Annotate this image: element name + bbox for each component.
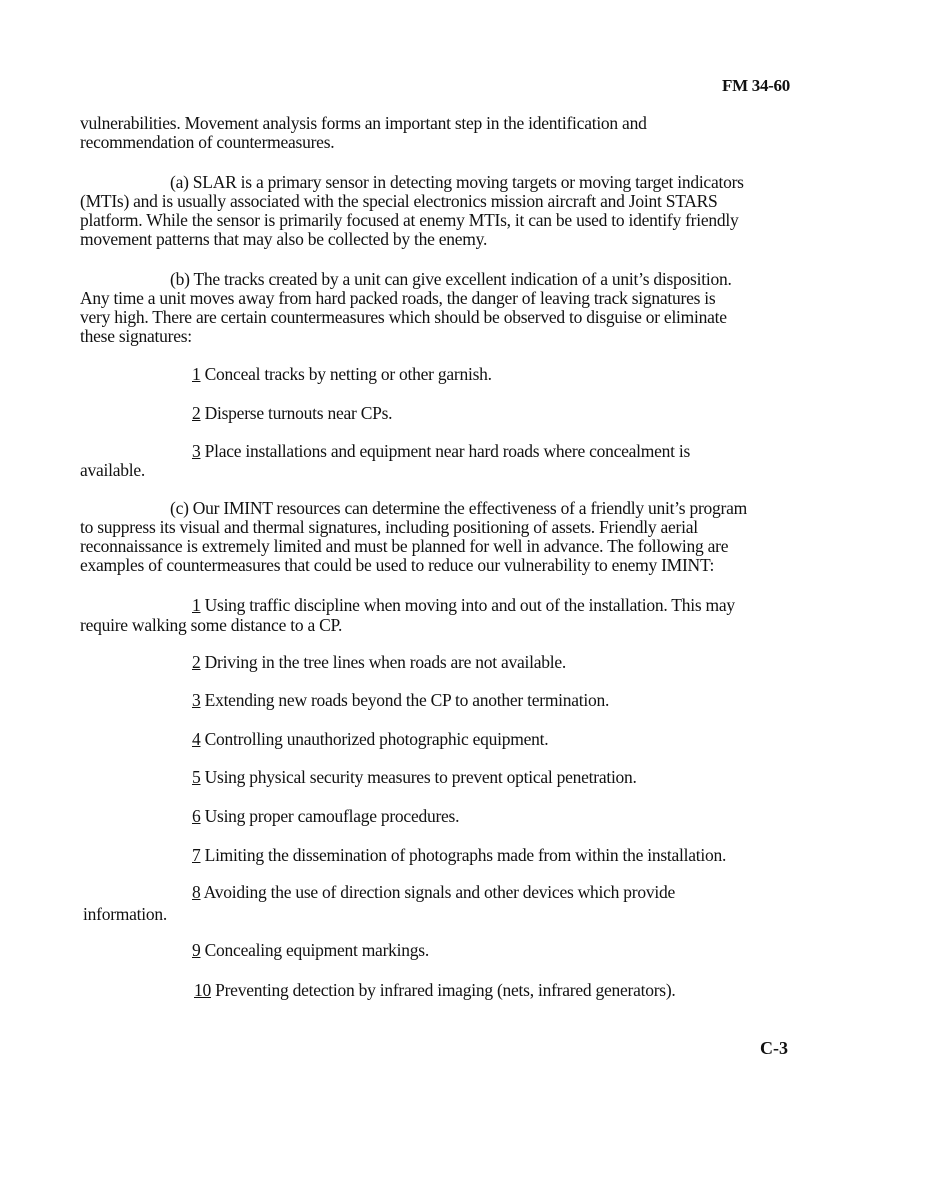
paragraph-line: (c) Our IMINT resources can determine the effectiveness of a friendly unit’s program [170,498,748,518]
list-item [192,690,609,711]
document-id-header: FM 34-60 [722,76,790,95]
paragraph-line: vulnerabilities. Movement analysis forms an important step in the identification and [80,113,647,133]
paragraph-line: recommendation of countermeasures. [80,132,335,152]
list-item-text: Using proper camouflage procedures. [200,806,460,826]
paragraph-line: examples of countermeasures that could be used to reduce our vulnerability to enemy IMINT: [80,555,715,575]
list-item [192,652,566,673]
list-item [192,845,726,866]
intro-paragraph [80,114,780,152]
paragraph-line: Any time a unit moves away from hard packed roads, the danger of leaving track signatures is [80,288,716,308]
paragraph-line: to suppress its visual and thermal signatures, including positioning of assets. Friendly aerial [80,517,698,537]
list-item-text: Using physical security measures to prevent optical penetration. [200,767,637,787]
list-item-text: Using traffic discipline when moving into and out of the installation. This may [200,595,735,615]
list-item-continuation: information. [83,904,167,924]
paragraph-line: reconnaissance is extremely limited and must be planned for well in advance. The following are [80,536,729,556]
list-item-text: Conceal tracks by netting or other garnish. [200,364,492,384]
paragraph-line: (MTIs) and is usually associated with the special electronics mission aircraft and Joint STARS [80,191,718,211]
list-item-text: Avoiding the use of direction signals and other devices which provide [200,882,675,902]
list-item-number: 9 [192,940,201,960]
list-item-number: 2 [192,652,201,672]
paragraph-line: (b) The tracks created by a unit can give excellent indication of a unit’s disposition. [170,269,732,289]
list-item-continuation: available. [80,460,146,480]
list-item [192,403,392,424]
list-item-number: 3 [192,690,201,710]
list-item-number: 1 [192,364,201,384]
paragraph-line: very high. There are certain countermeasures which should be observed to disguise or eliminate [80,307,727,327]
list-item [192,882,675,903]
paragraph-line: movement patterns that may also be collected by the enemy. [80,229,488,249]
list-item-text: Concealing equipment markings. [200,940,429,960]
list-item [192,595,735,616]
list-item-number: 8 [192,882,201,902]
paragraph-c [80,499,780,575]
list-item-number: 3 [192,441,201,461]
list-item-text: Extending new roads beyond the CP to another termination. [200,690,610,710]
page-number: C-3 [760,1038,788,1058]
list-item-number: 7 [192,845,201,865]
list-item-number: 1 [192,595,201,615]
list-item [192,364,492,385]
list-item-number: 5 [192,767,201,787]
list-item-continuation: require walking some distance to a CP. [80,615,343,635]
list-item [192,940,429,961]
list-item-text: Controlling unauthorized photographic equipment. [200,729,549,749]
paragraph-a [80,173,780,249]
paragraph-b [80,270,780,346]
list-item [194,980,676,1001]
list-item [192,441,690,462]
paragraph-line: platform. While the sensor is primarily focused at enemy MTIs, it can be used to identify friendly [80,210,739,230]
list-item-text: Limiting the dissemination of photographs made from within the installation. [200,845,727,865]
list-item-text: Disperse turnouts near CPs. [200,403,393,423]
list-item [192,767,637,788]
paragraph-line: these signatures: [80,326,192,346]
list-item [192,806,459,827]
list-item-text: Place installations and equipment near hard roads where concealment is [200,441,691,461]
list-item-number: 2 [192,403,201,423]
list-item-number: 6 [192,806,201,826]
list-item-number: 10 [194,980,211,1000]
list-item-number: 4 [192,729,201,749]
list-item [192,729,548,750]
list-item-text: Preventing detection by infrared imaging (nets, infrared generators). [211,980,676,1000]
paragraph-line: (a) SLAR is a primary sensor in detecting moving targets or moving target indicators [170,172,744,192]
list-item-text: Driving in the tree lines when roads are not available. [200,652,567,672]
